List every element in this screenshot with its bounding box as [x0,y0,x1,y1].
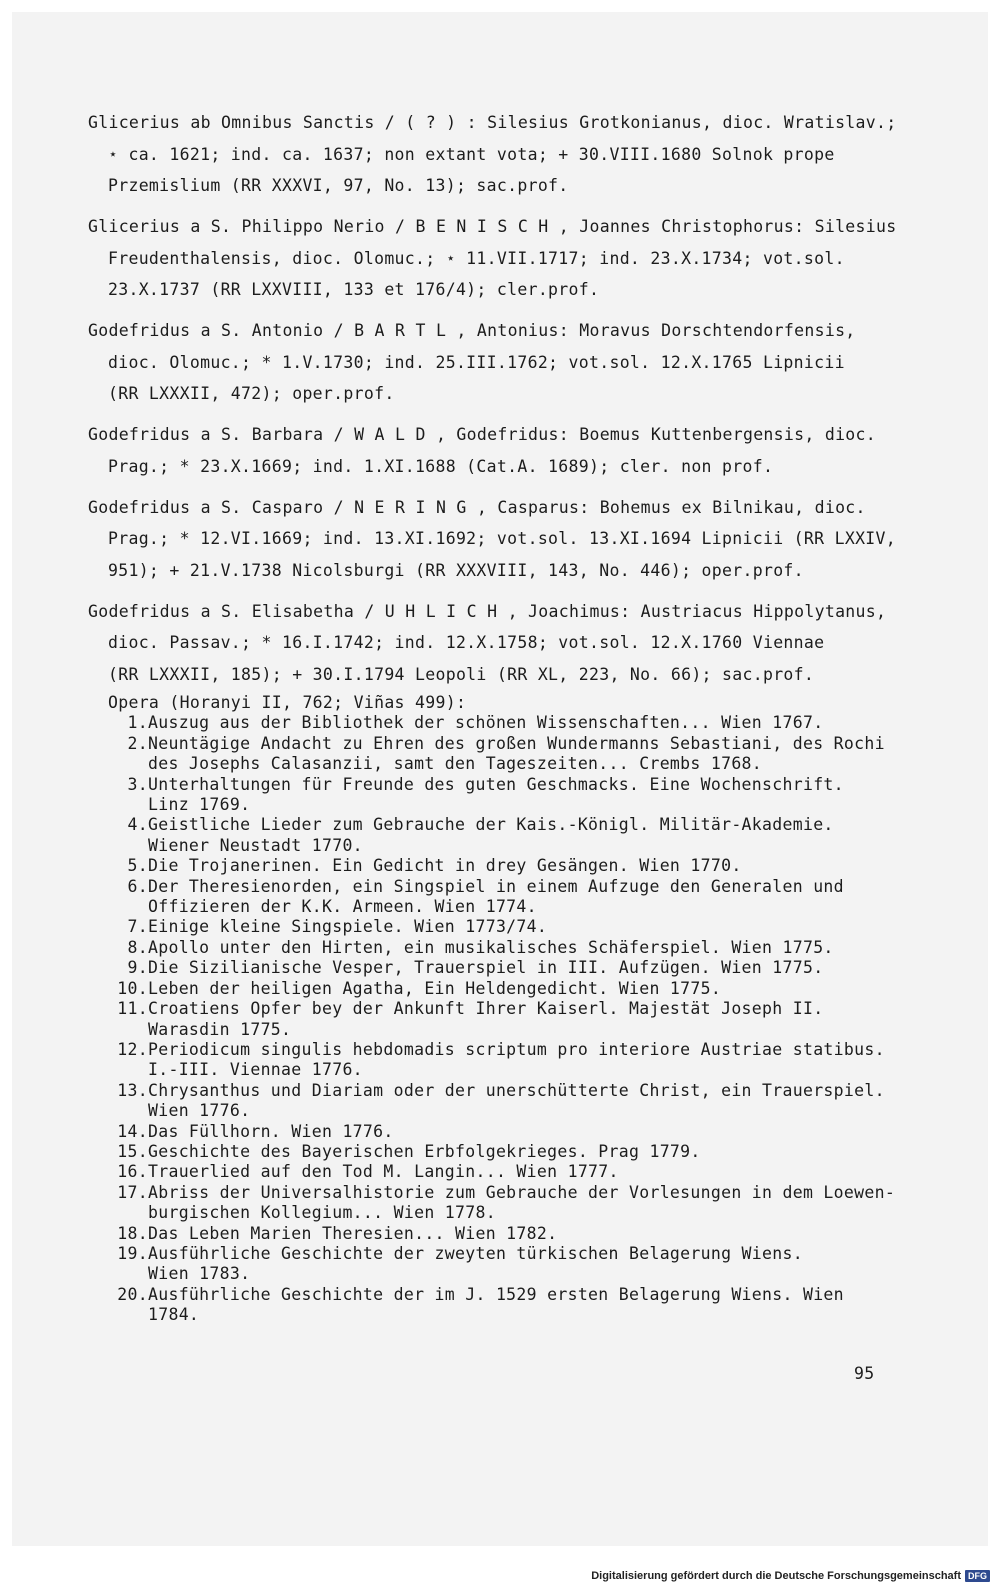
work-number: 2. [127,733,148,753]
entry-line: ⋆ ca. 1621; ind. ca. 1637; non extant vota; + 30.VIII.1680 Solnok prope [108,144,835,164]
entry-list [88,107,908,700]
work-line: Apollo unter den Hirten, ein musikalisches Schäferspiel. Wien 1775. [148,937,834,957]
entry [88,315,908,410]
entry-line: Glicerius a S. Philippo Nerio / B E N I S C H , Joannes Christophorus: Silesius [88,217,897,236]
work-line: 1784. [148,1305,200,1325]
work-line: Das Leben Marien Theresien... Wien 1782. [148,1223,558,1243]
page-number: 95 [854,1364,875,1383]
work-item [108,1081,908,1122]
entry [88,492,908,587]
work-item [108,815,908,856]
work-number: 8. [127,937,148,957]
work-number: 6. [127,876,148,896]
entry-line: Glicerius ab Omnibus Sanctis / ( ? ) : Silesius Grotkonianus, dioc. Wratislav.; [88,113,897,132]
work-item [108,713,908,733]
work-line: Ausführliche Geschichte der im J. 1529 ersten Belagerung Wiens. Wien [148,1284,844,1304]
work-number: 4. [127,815,148,835]
work-number: 3. [127,774,148,794]
scanned-page [12,12,988,1546]
work-line: Croatiens Opfer bey der Ankunft Ihrer Kaiserl. Majestät Joseph II. [148,999,824,1019]
work-line: Geistliche Lieder zum Gebrauche der Kais.-Königl. Militär-Akademie. [148,815,834,835]
work-line: des Josephs Calasanzii, samt den Tageszeiten... Crembs 1768. [148,754,763,774]
work-line: Neuntägige Andacht zu Ehren des großen Wundermanns Sebastiani, des Rochi [148,733,885,753]
work-line: Chrysanthus und Diariam oder der unerschütterte Christ, ein Trauerspiel. [148,1080,885,1100]
work-line: burgischen Kollegium... Wien 1778. [148,1203,496,1223]
entry [88,596,908,691]
work-number: 7. [127,917,148,937]
work-item [108,958,908,978]
entry-line: Prag.; * 12.VI.1669; ind. 13.XI.1692; vot.sol. 13.XI.1694 Lipnicii (RR LXXIV, [108,529,897,548]
entry [88,419,908,482]
work-number: 20. [117,1284,148,1304]
entry-line: Godefridus a S. Antonio / B A R T L , Antonius: Moravus Dorschtendorfensis, [88,321,856,340]
work-line: Warasdin 1775. [148,1019,292,1039]
work-item [108,1183,908,1224]
work-number: 9. [127,958,148,978]
work-item [108,938,908,958]
footer-credit [591,1570,990,1582]
work-item [108,734,908,775]
work-item [108,999,908,1040]
footer-text: Digitalisierung gefördert durch die Deutsche Forschungsgemeinschaft [591,1570,961,1582]
work-number: 11. [117,999,148,1019]
work-line: I.-III. Viennae 1776. [148,1060,363,1080]
entry [88,211,908,306]
work-number: 12. [117,1039,148,1059]
work-line: Wien 1783. [148,1264,251,1284]
entry-line: (RR LXXXII, 472); oper.prof. [108,384,395,403]
work-item [108,1040,908,1081]
work-line: Die Sizilianische Vesper, Trauerspiel in III. Aufzügen. Wien 1775. [148,958,824,978]
work-line: Leben der heiligen Agatha, Ein Heldengedicht. Wien 1775. [148,978,722,998]
work-line: Linz 1769. [148,795,251,815]
work-number: 10. [117,978,148,998]
entry-line: 951); + 21.V.1738 Nicolsburgi (RR XXXVIII, 143, No. 446); oper.prof. [108,560,804,580]
work-item [108,1285,908,1326]
work-item [108,1244,908,1285]
work-line: Das Füllhorn. Wien 1776. [148,1121,394,1141]
work-number: 14. [117,1121,148,1141]
work-item [108,856,908,876]
work-item [108,1162,908,1182]
work-line: Wiener Neustadt 1770. [148,835,363,855]
work-line: Abriss der Universalhistorie zum Gebrauche der Vorlesungen in dem Loewen- [148,1182,896,1202]
work-line: Der Theresienorden, ein Singspiel in einem Aufzuge den Generalen und [148,876,844,896]
work-item [108,775,908,816]
dfg-logo-icon: DFG [965,1570,990,1582]
work-line: Unterhaltungen für Freunde des guten Geschmacks. Eine Wochenschrift. [148,774,844,794]
entry-line: Godefridus a S. Elisabetha / U H L I C H , Joachimus: Austriacus Hippolytanus, [88,601,887,621]
work-number: 18. [117,1223,148,1243]
work-item [108,1122,908,1142]
work-line: Wien 1776. [148,1101,251,1121]
work-number: 15. [117,1141,148,1161]
work-number: 13. [117,1080,148,1100]
entry [88,107,908,202]
work-line: Periodicum singulis hebdomadis scriptum pro interiore Austriae statibus. [148,1039,885,1059]
work-item [108,877,908,918]
entry-line: Godefridus a S. Casparo / N E R I N G , Casparus: Bohemus ex Bilnikau, dioc. [88,497,866,517]
entry-line: dioc. Passav.; * 16.I.1742; ind. 12.X.1758; vot.sol. 12.X.1760 Viennae [108,633,825,652]
entry-line: Freudenthalensis, dioc. Olomuc.; ⋆ 11.VII.1717; ind. 23.X.1734; vot.sol. [108,248,845,268]
work-line: Trauerlied auf den Tod M. Langin... Wien 1777. [148,1162,619,1182]
work-item [108,1142,908,1162]
work-number: 16. [117,1162,148,1182]
work-line: Ausführliche Geschichte der zweyten türkischen Belagerung Wiens. [148,1243,803,1263]
entry-line: 23.X.1737 (RR LXXVIII, 133 et 176/4); cler.prof. [108,280,600,299]
work-item [108,917,908,937]
entry-line: Przemislium (RR XXXVI, 97, No. 13); sac.prof. [108,176,569,195]
work-number: 17. [117,1182,148,1202]
entry-line: Godefridus a S. Barbara / W A L D , Godefridus: Boemus Kuttenbergensis, dioc. [88,425,877,444]
work-line: Einige kleine Singspiele. Wien 1773/74. [148,917,548,937]
work-item [108,1224,908,1244]
work-number: 19. [117,1243,148,1263]
work-item [108,979,908,999]
work-line: Geschichte des Bayerischen Erbfolgekrieges. Prag 1779. [148,1141,701,1161]
work-line: Auszug aus der Bibliothek der schönen Wissenschaften... Wien 1767. [148,713,824,733]
work-line: Offizieren der K.K. Armeen. Wien 1774. [148,897,537,917]
opera-list [108,693,908,1326]
work-line: Die Trojanerinen. Ein Gedicht in drey Gesängen. Wien 1770. [148,856,742,876]
entry-line: (RR LXXXII, 185); + 30.I.1794 Leopoli (RR XL, 223, No. 66); sac.prof. [108,664,815,684]
entry-line: dioc. Olomuc.; * 1.V.1730; ind. 25.III.1762; vot.sol. 12.X.1765 Lipnicii [108,352,845,372]
work-number: 5. [127,856,148,876]
opera-heading: Opera (Horanyi II, 762; Viñas 499): [108,693,467,712]
entry-line: Prag.; * 23.X.1669; ind. 1.XI.1688 (Cat.A. 1689); cler. non prof. [108,456,774,476]
work-number: 1. [127,713,148,733]
